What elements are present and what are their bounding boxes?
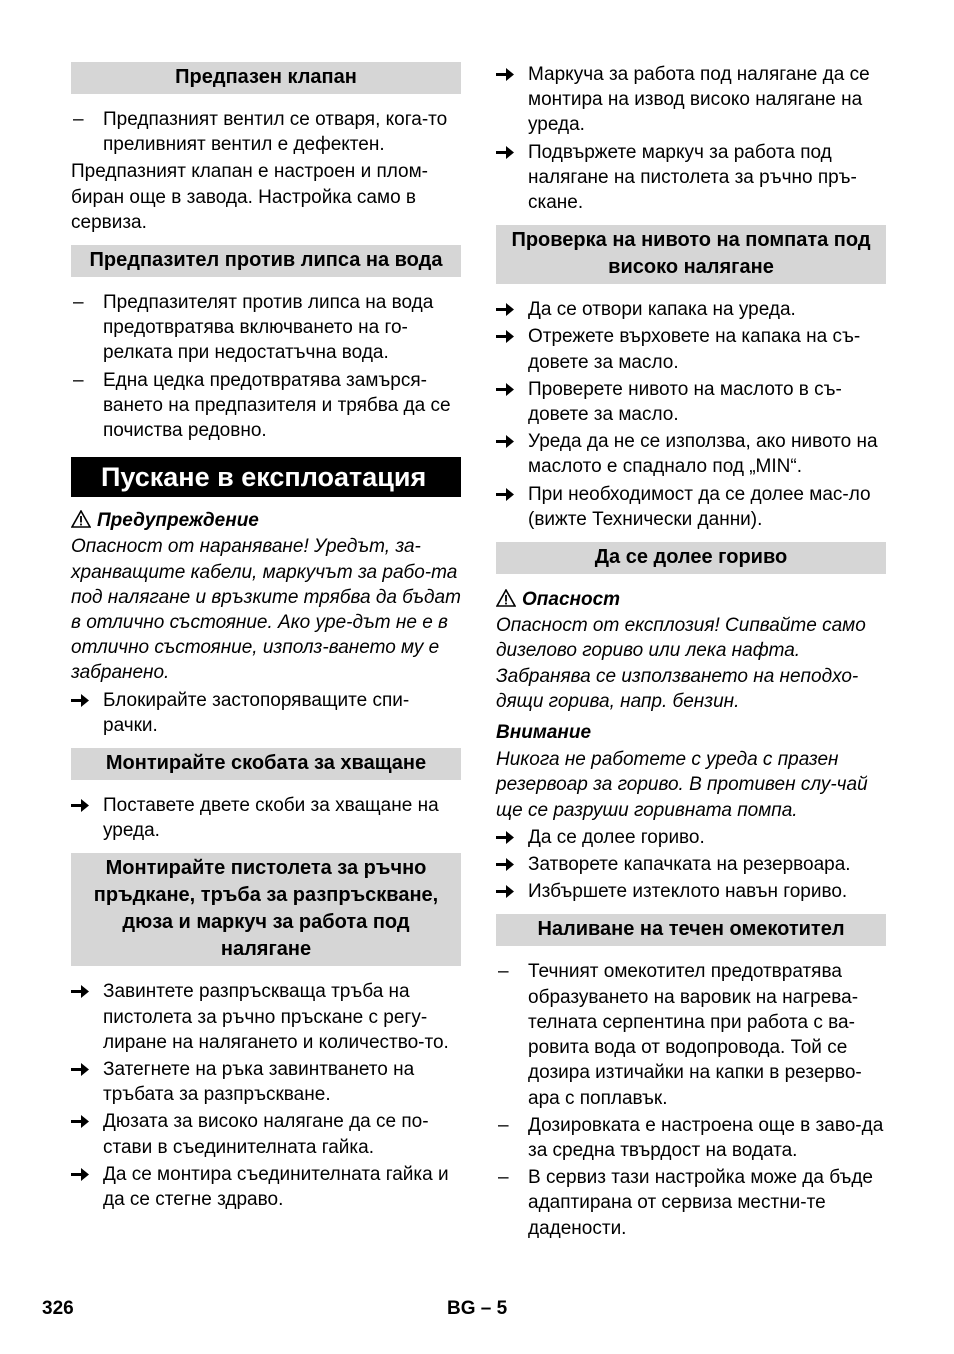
list-item-text: Затворете капачката на резервоара. (528, 854, 851, 876)
list-item (496, 297, 886, 322)
list-item-text: Предпазителят против липса на вода предотвратява включването на го-релката при недостатъчна вода. (103, 292, 434, 364)
attention-text: Никога не работете с уреда с празен резервоар за гориво. В противен слу-чай ще се разруши горивната помпа. (496, 749, 868, 821)
dash-marker: – (73, 292, 84, 314)
language-page-label: BG – 5 (447, 1298, 508, 1319)
danger-heading (496, 587, 886, 612)
danger-label: Опасност (522, 589, 621, 611)
list-item (496, 1113, 886, 1163)
warning-heading (71, 508, 461, 533)
warning-text: Опасност от нараняване! Уредът, за-хранващите кабели, маркучът за рабо-та под налягане и връзките трябва да бъдат в отлично състояние. Ако уре-дът не е в отлично състояние, използ-ването му е забранено. (71, 536, 461, 684)
arrow-right-icon (71, 1109, 97, 1129)
dash-marker: – (498, 961, 509, 983)
arrow-right-icon (496, 324, 522, 344)
section-heading-spray-gun-assembly: Монтирайте пистолета за ръчно пръдкане, тръба за разпръскване, дюза и маркуч за работа под налягане (71, 853, 461, 966)
section-heading-liquid-softener: Наливане на течен омекотител (496, 914, 886, 946)
list-item (71, 1057, 461, 1107)
list-item (71, 290, 461, 366)
warning-label: Предупреждение (97, 510, 259, 532)
arrow-right-icon (496, 879, 522, 899)
list-item (71, 368, 461, 444)
list-item-text: Блокирайте застопоряващите спи-рачки. (103, 689, 410, 736)
arrow-right-icon (496, 429, 522, 449)
list-item-text: Поставете двете скоби за хващане на уреда. (103, 795, 439, 842)
arrow-right-icon (71, 1057, 97, 1077)
list-item-text: Да се долее гориво. (528, 826, 705, 848)
section-heading-water-shortage: Предпазител против липса на вода (71, 245, 461, 277)
arrow-right-icon (496, 140, 522, 160)
arrow-right-icon (71, 793, 97, 813)
list-item (71, 1162, 461, 1212)
attention-label: Внимание (496, 722, 592, 744)
warning-triangle-icon (496, 589, 516, 607)
dash-marker: – (73, 109, 84, 130)
list-item (496, 1165, 886, 1241)
dash-marker: – (498, 1114, 509, 1136)
list-item-text: В сервиз тази настройка може да бъде адаптирана от сервиза местни-те дадености. (528, 1167, 873, 1239)
list-item (71, 688, 461, 738)
arrow-right-icon (496, 62, 522, 82)
list-item-text: Да се монтира съединителната гайка и да се стегне здраво. (103, 1163, 449, 1211)
section-heading-pump-oil-level: Проверка на нивото на помпата под високо налягане (496, 225, 886, 284)
page-number: 326 (42, 1298, 74, 1319)
dash-marker: – (73, 369, 84, 391)
right-column (496, 62, 886, 1243)
arrow-right-icon (71, 688, 97, 708)
list-item-text: Подвържете маркуч за работа под налягане на пистолета за ръчно пръ-скане. (528, 141, 857, 214)
list-item-text: Избършете изтеклото навън гориво. (528, 881, 848, 903)
list-item-text: Предпазният вентил се отваря, кога-то преливният вентил е дефектен. (103, 109, 448, 156)
list-item-text: Затегнете на ръка завинтването на тръбата за разпръскване. (103, 1059, 415, 1106)
list-item (496, 959, 886, 1110)
list-item (496, 324, 886, 374)
arrow-right-icon (496, 297, 522, 317)
list-item (71, 1109, 461, 1159)
list-item-text: Течният омекотител предотвратява образуването на варовик на нагрева-телната серпентина при работа с ва-ровита вода от водопровода. Той се дозира изтичайки на капки в резерво-ара с поплавък. (528, 961, 862, 1109)
list-item-text: Дюзата за високо налягане да се по-стави в съединителната гайка. (103, 1111, 429, 1158)
section-heading-handle-bracket: Монтирайте скобата за хващане (71, 748, 461, 780)
section-heading-safety-valve: Предпазен клапан (71, 62, 461, 94)
list-item-text: Да се отвори капака на уреда. (528, 299, 796, 321)
list-item (71, 793, 461, 843)
arrow-right-icon (71, 979, 97, 999)
arrow-right-icon (496, 377, 522, 397)
list-item-text: Уреда да не се използва, ако нивото на маслото е спаднало под „MIN“. (528, 431, 878, 478)
paragraph: Предпазният клапан е настроен и плом-биран още в завода. Настройка само в сервиза. (71, 161, 429, 233)
dash-marker: – (498, 1167, 509, 1189)
list-item (71, 979, 461, 1055)
list-item (496, 852, 886, 877)
list-item (496, 482, 886, 532)
list-item-text: При необходимост да се долее мас-ло (вижте Технически данни). (528, 483, 871, 530)
list-item (496, 62, 886, 138)
list-item (496, 879, 886, 904)
danger-text: Опасност от експлозия! Сипвайте само дизелово гориво или лека нафта. Забранява се използването на неподхо-дящи горива, напр. бензин. (496, 615, 866, 712)
arrow-right-icon (496, 825, 522, 845)
list-item (496, 377, 886, 427)
arrow-right-icon (496, 852, 522, 872)
list-item-text: Завинтете разпръскваща тръба на пистолета за ръчно пръскане с регу-лиране на налягането и количество-то. (103, 981, 449, 1053)
list-item (496, 825, 886, 850)
main-heading-commissioning: Пускане в експлоатация (71, 457, 461, 497)
list-item-text: Една цедка предотвратява замърся-ването на предпазителя и трябва да се почиства редовно. (103, 369, 451, 442)
section-heading-add-fuel: Да се долее гориво (496, 542, 886, 574)
list-item-text: Маркуча за работа под налягане да се монтира на извод високо налягане на уреда. (528, 64, 870, 136)
arrow-right-icon (496, 482, 522, 502)
list-item (71, 107, 461, 157)
list-item (496, 140, 886, 216)
warning-triangle-icon (71, 510, 91, 528)
left-column (71, 62, 461, 1214)
list-item-text: Отрежете върховете на капака на съ-довете за масло. (528, 326, 861, 373)
list-item-text: Дозировката е настроена още в заво-да за средна твърдост на водата. (528, 1114, 884, 1161)
list-item-text: Проверете нивото на маслото в съ-довете за масло. (528, 378, 842, 426)
list-item (496, 429, 886, 479)
arrow-right-icon (71, 1162, 97, 1182)
